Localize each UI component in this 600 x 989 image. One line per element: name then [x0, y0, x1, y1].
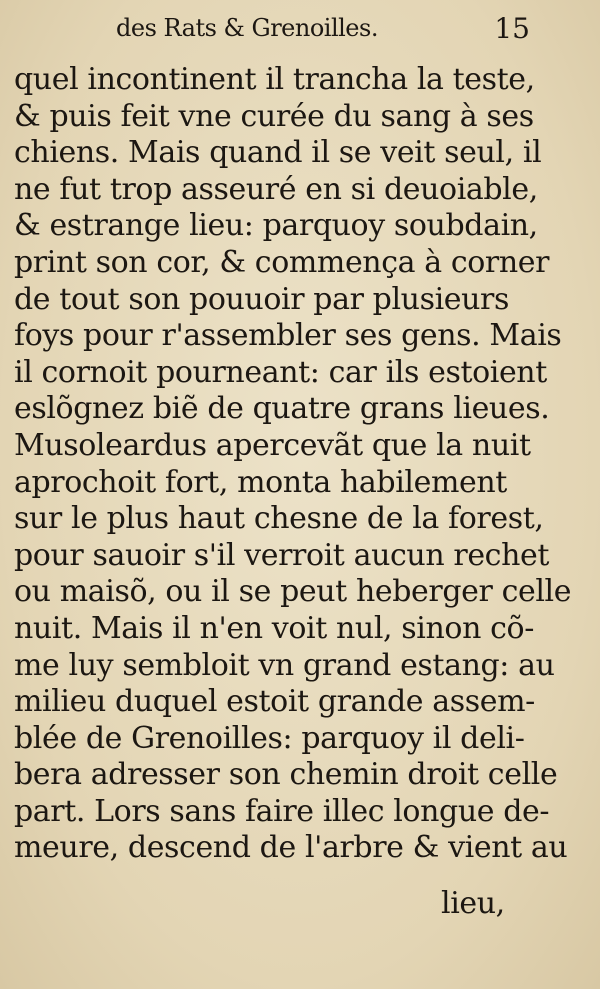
text-line: milieu duquel estoit grande assem- — [14, 684, 535, 720]
text-line: nuit. Mais il n'en voit nul, sinon cõ- — [14, 610, 534, 646]
text-line: pour sauoir s'il verroit aucun rechet — [14, 537, 550, 573]
text-line: blée de Grenoilles: parquoy il deli- — [14, 720, 525, 756]
running-title: des Rats & Grenoilles. — [116, 14, 378, 42]
text-line: chiens. Mais quand il se veit seul, il — [14, 135, 542, 171]
text-line: me luy sembloit vn grand estang: au — [14, 647, 555, 683]
catchword: lieu, — [441, 886, 505, 921]
text-line: part. Lors sans faire illec longue de- — [14, 793, 550, 829]
text-line: ou maisõ, ou il se peut heberger celle — [14, 574, 572, 610]
text-line: aprochoit fort, monta habilement — [14, 464, 507, 500]
text-line: quel incontinent il trancha la teste, — [14, 62, 535, 97]
text-line: Musoleardus apercevãt que la nuit — [14, 427, 531, 463]
text-line: & puis feit vne curée du sang à ses — [14, 98, 534, 134]
text-line: bera adresser son chemin droit celle — [14, 757, 558, 793]
text-block — [14, 62, 572, 867]
text-line: il cornoit pourneant: car ils estoient — [14, 354, 547, 390]
text-line: eslõgnez biẽ de quatre grans lieues. — [14, 391, 550, 427]
page-number: 15 — [494, 12, 530, 45]
text-line: foys pour r'assembler ses gens. Mais — [14, 318, 562, 354]
text-line: ne fut trop asseuré en si deuoiable, — [14, 171, 538, 207]
text-line: sur le plus haut chesne de la forest, — [14, 501, 544, 537]
text-line: meure, descend de l'arbre & vient au — [14, 830, 568, 866]
text-line: & estrange lieu: parquoy soubdain, — [14, 208, 538, 244]
text-line: print son cor, & commença à corner — [14, 244, 550, 280]
text-line: de tout son pouuoir par plusieurs — [14, 281, 509, 317]
